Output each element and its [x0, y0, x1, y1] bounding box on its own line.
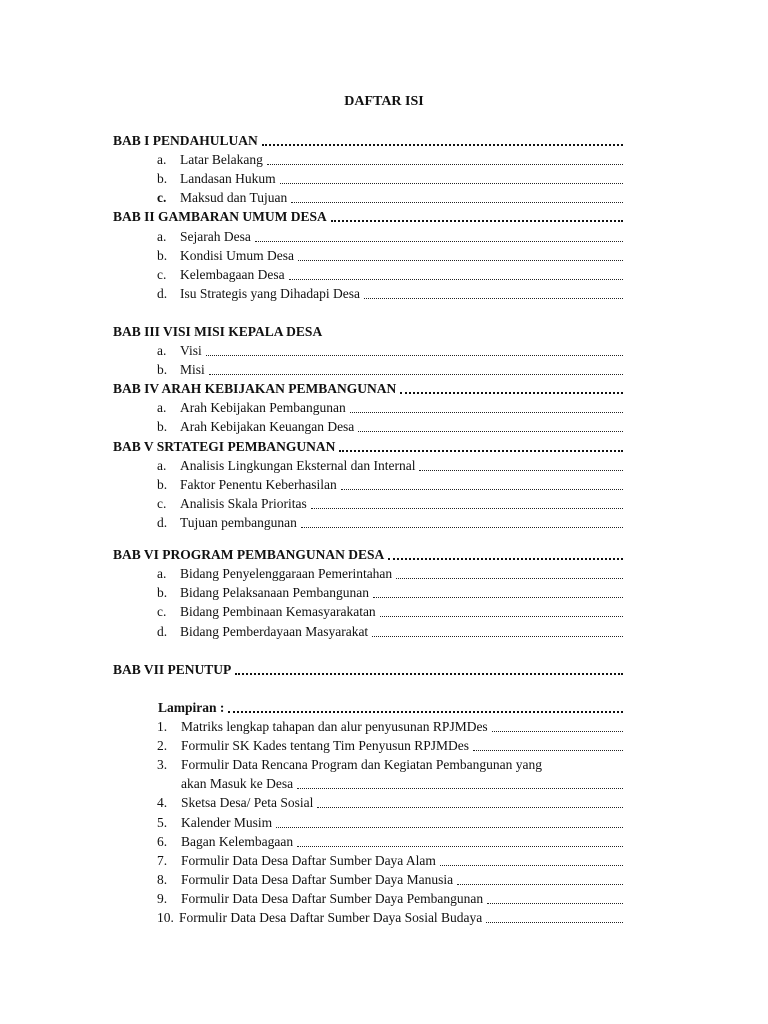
item-marker: 8. [157, 872, 168, 887]
item-marker: 7. [157, 853, 168, 868]
chapter-label: BAB VII PENUTUP [113, 662, 232, 677]
item-marker: b. [157, 419, 168, 434]
dot-leader [331, 220, 623, 222]
chapter-label: BAB III VISI MISI KEPALA DESA [113, 324, 323, 339]
item-label: Kondisi Umum Desa [180, 248, 294, 263]
dot-leader [291, 202, 623, 203]
item-label: Isu Strategis yang Dihadapi Desa [180, 286, 360, 301]
item-label: Analisis Skala Prioritas [180, 496, 307, 511]
page-title: DAFTAR ISI [344, 94, 424, 109]
toc-lampiran-item[interactable] [157, 852, 623, 870]
toc-item[interactable] [157, 228, 623, 246]
dot-leader [301, 527, 623, 528]
chapter-label: BAB II GAMBARAN UMUM DESA [113, 209, 327, 224]
item-marker: a. [157, 566, 167, 581]
dot-leader [297, 846, 623, 847]
item-marker: 4. [157, 795, 168, 810]
item-marker: a. [157, 400, 167, 415]
dot-leader [380, 616, 623, 617]
dot-leader [341, 489, 623, 490]
toc-lampiran-item[interactable] [157, 718, 623, 736]
item-label: Visi [180, 343, 202, 358]
item-label: Misi [180, 362, 205, 377]
dot-leader [364, 298, 623, 299]
dot-leader [317, 807, 623, 808]
item-label: Latar Belakang [180, 152, 263, 167]
item-marker: 9. [157, 891, 168, 906]
item-marker: c. [157, 267, 167, 282]
chapter-label: BAB VI PROGRAM PEMBANGUNAN DESA [113, 547, 385, 562]
item-marker: c. [157, 604, 167, 619]
item-marker: d. [157, 515, 168, 530]
dot-leader [235, 673, 623, 675]
dot-leader [372, 636, 623, 637]
item-label: Formulir Data Desa Daftar Sumber Daya Alam [181, 853, 436, 868]
toc-chapter-5[interactable] [113, 438, 623, 456]
item-label: Sejarah Desa [180, 229, 251, 244]
toc-item[interactable] [157, 623, 623, 641]
toc-item[interactable] [157, 495, 623, 513]
dot-leader [373, 597, 623, 598]
item-marker: b. [157, 248, 168, 263]
toc-lampiran-item[interactable] [157, 890, 623, 908]
dot-leader [492, 731, 623, 732]
toc-chapter-1[interactable] [113, 132, 623, 150]
item-marker: a. [157, 458, 167, 473]
toc-lampiran-item[interactable] [157, 756, 623, 774]
toc-chapter-4[interactable] [113, 380, 623, 398]
item-label: Tujuan pembangunan [180, 515, 297, 530]
toc-item[interactable] [157, 603, 623, 621]
toc-item[interactable] [157, 170, 623, 188]
item-label: Formulir Data Desa Daftar Sumber Daya Manusia [181, 872, 454, 887]
item-marker: c. [157, 496, 167, 511]
dot-leader [209, 374, 623, 375]
item-label: Bidang Penyelenggaraan Pemerintahan [180, 566, 393, 581]
toc-item[interactable] [157, 584, 623, 602]
toc-chapter-6[interactable] [113, 546, 623, 564]
toc-lampiran-heading[interactable] [158, 699, 623, 717]
item-marker: 6. [157, 834, 168, 849]
dot-leader [267, 164, 623, 165]
item-label: Maksud dan Tujuan [180, 190, 288, 205]
toc-lampiran-item[interactable] [157, 814, 623, 832]
chapter-label: BAB I PENDAHULUAN [113, 133, 258, 148]
dot-leader [388, 558, 623, 560]
item-label: Bidang Pembinaan Kemasyarakatan [180, 604, 376, 619]
item-label: Arah Kebijakan Pembangunan [180, 400, 346, 415]
item-marker: a. [157, 229, 167, 244]
dot-leader [262, 144, 623, 146]
item-label: Formulir Data Rencana Program dan Kegiatan Pembangunan yang [181, 757, 543, 772]
dot-leader [228, 711, 623, 713]
dot-leader [396, 578, 623, 579]
dot-leader [289, 279, 623, 280]
item-marker: a. [157, 152, 167, 167]
item-label: Formulir Data Desa Daftar Sumber Daya Sosial Budaya [179, 910, 483, 925]
toc-item[interactable] [157, 189, 623, 207]
chapter-label: BAB V SRTATEGI PEMBANGUNAN [113, 439, 336, 454]
toc-chapter-7[interactable] [113, 661, 623, 679]
dot-leader [419, 470, 623, 471]
dot-leader [206, 355, 623, 356]
item-label: Formulir Data Desa Daftar Sumber Daya Pembangunan [181, 891, 484, 906]
toc-chapter-2[interactable] [113, 208, 623, 226]
toc-lampiran-item-continuation[interactable] [181, 775, 623, 793]
toc-item[interactable] [157, 476, 623, 494]
toc-item[interactable] [157, 418, 623, 436]
dot-leader [440, 865, 623, 866]
dot-leader [276, 827, 623, 828]
item-label: Bidang Pemberdayaan Masyarakat [180, 624, 369, 639]
dot-leader [339, 450, 623, 452]
item-label: Formulir SK Kades tentang Tim Penyusun RPJMDes [181, 738, 470, 753]
toc-lampiran-item[interactable] [157, 909, 623, 927]
item-marker: 3. [157, 757, 168, 772]
item-marker: 1. [157, 719, 168, 734]
dot-leader [358, 431, 623, 432]
item-label: Sketsa Desa/ Peta Sosial [181, 795, 314, 810]
toc-item[interactable] [157, 565, 623, 583]
item-marker: b. [157, 362, 168, 377]
item-marker: b. [157, 171, 168, 186]
item-marker: 5. [157, 815, 168, 830]
chapter-label: BAB IV ARAH KEBIJAKAN PEMBANGUNAN [113, 381, 397, 396]
item-label: Kelembagaan Desa [180, 267, 285, 282]
item-marker: b. [157, 477, 168, 492]
item-label: Kalender Musim [181, 815, 273, 830]
item-label-continuation: akan Masuk ke Desa [181, 776, 294, 791]
dot-leader [487, 903, 623, 904]
toc-item[interactable] [157, 151, 623, 169]
dot-leader [350, 412, 623, 413]
dot-leader [473, 750, 623, 751]
item-marker: c. [157, 190, 167, 205]
toc-lampiran-item[interactable] [157, 871, 623, 889]
toc-item[interactable] [157, 399, 623, 417]
dot-leader [298, 260, 623, 261]
item-marker: 2. [157, 738, 168, 753]
item-label: Bagan Kelembagaan [181, 834, 294, 849]
toc-chapter-3[interactable] [113, 323, 623, 341]
toc-item[interactable] [157, 514, 623, 532]
dot-leader [400, 392, 623, 394]
dot-leader [297, 788, 623, 789]
dot-leader [486, 922, 623, 923]
dot-leader [311, 508, 623, 509]
toc-item[interactable] [157, 247, 623, 265]
item-marker: d. [157, 286, 168, 301]
dot-leader [280, 183, 623, 184]
toc-lampiran-item[interactable] [157, 833, 623, 851]
item-label: Bidang Pelaksanaan Pembangunan [180, 585, 369, 600]
toc-lampiran-item[interactable] [157, 794, 623, 812]
toc-item[interactable] [157, 342, 623, 360]
dot-leader [255, 241, 623, 242]
item-label: Analisis Lingkungan Eksternal dan Internal [180, 458, 416, 473]
toc-item[interactable] [157, 457, 623, 475]
lampiran-label: Lampiran : [158, 700, 225, 715]
toc-lampiran-item[interactable] [157, 737, 623, 755]
item-marker: 10. [157, 910, 174, 925]
item-label: Arah Kebijakan Keuangan Desa [180, 419, 355, 434]
toc-item[interactable] [157, 266, 623, 284]
item-marker: b. [157, 585, 168, 600]
item-label: Faktor Penentu Keberhasilan [180, 477, 337, 492]
toc-item[interactable] [157, 361, 623, 379]
toc-item[interactable] [157, 285, 623, 303]
item-marker: d. [157, 624, 168, 639]
item-marker: a. [157, 343, 167, 358]
item-label: Landasan Hukum [180, 171, 276, 186]
dot-leader [457, 884, 623, 885]
item-label: Matriks lengkap tahapan dan alur penyusunan RPJMDes [181, 719, 488, 734]
